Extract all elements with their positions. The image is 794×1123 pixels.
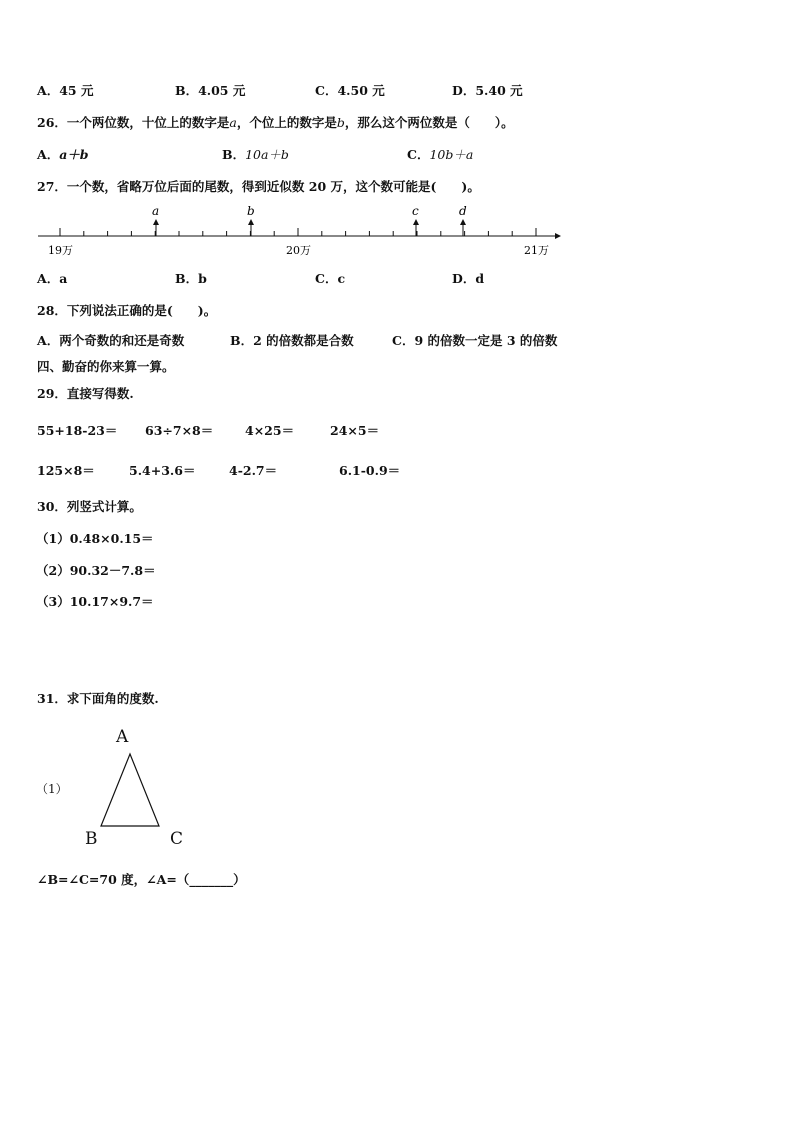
q30-item-3: （3）10.17×9.7＝ — [36, 594, 154, 609]
q28-stem: 28．下列说法正确的是( )。 — [37, 303, 217, 318]
q31-stem: 31．求下面角的度数. — [37, 691, 159, 706]
q29-r2-item-2: 5.4+3.6＝ — [129, 463, 196, 478]
q26-option-b[interactable] — [222, 147, 289, 163]
tick-label-19wan: 19万 — [48, 244, 73, 257]
q25-option-d[interactable]: D．5.40 元 — [452, 83, 523, 98]
q27-stem: 27．一个数，省略万位后面的尾数，得到近似数 20 万，这个数可能是( )。 — [37, 179, 480, 194]
number-line — [30, 200, 570, 265]
q26-var-b: b — [336, 115, 345, 130]
q26-stem-part2: ，个位上的数字是 — [236, 115, 337, 130]
q29-r2-item-4: 6.1-0.9＝ — [339, 463, 401, 478]
q29-r1-item-3: 4×25＝ — [245, 423, 295, 438]
number-line-marker-b — [247, 204, 255, 236]
q26-option-b-expr: 10a＋b — [245, 147, 289, 162]
q26-option-c-letter: C． — [407, 147, 430, 162]
marker-d-label: d — [459, 204, 467, 218]
q27-option-a[interactable]: A．a — [37, 271, 68, 286]
q26-option-a-expr: a＋b — [59, 147, 89, 162]
q31-answer-prefix: ∠B=∠C=70 度，∠A=（ — [37, 872, 190, 887]
q26-stem-part1: 26．一个两位数，十位上的数字是 — [37, 115, 230, 130]
q25-option-b[interactable]: B．4.05 元 — [175, 83, 246, 98]
tick-label-20wan: 20万 — [286, 244, 311, 257]
marker-a-label: a — [152, 204, 160, 218]
number-line-marker-a — [152, 204, 159, 236]
q26-option-a[interactable] — [37, 147, 89, 163]
q26-stem-part3: ，那么这个两位数是（ ）。 — [344, 115, 514, 130]
q25-option-a[interactable]: A．45 元 — [37, 83, 94, 98]
number-line-marker-d — [459, 204, 467, 236]
triangle-figure — [95, 750, 205, 840]
q26-option-c-expr: 10b＋a — [429, 147, 474, 162]
q30-item-2: （2）90.32－7.8＝ — [36, 563, 156, 578]
q30-item-1: （1）0.48×0.15＝ — [36, 531, 154, 546]
q28-option-a[interactable]: A．两个奇数的和还是奇数 — [37, 333, 185, 348]
q27-option-d[interactable]: D．d — [452, 271, 485, 286]
section-4-title: 四、勤奋的你来算一算。 — [37, 359, 175, 374]
q31-answer-line — [37, 872, 246, 888]
vertex-label-c: C — [170, 829, 184, 849]
q26-stem — [37, 115, 514, 131]
q31-answer-blank[interactable]: _______ — [189, 872, 234, 887]
q30-stem: 30．列竖式计算。 — [37, 499, 142, 514]
q26-option-a-letter: A． — [37, 147, 60, 162]
q29-r1-item-4: 24×5＝ — [330, 423, 380, 438]
vertex-label-a: A — [116, 727, 129, 747]
q31-sub-label: （1） — [36, 782, 68, 796]
q29-r1-item-2: 63÷7×8＝ — [145, 423, 214, 438]
marker-b-label: b — [247, 204, 255, 218]
tick-label-21wan: 21万 — [524, 244, 549, 257]
q31-answer-suffix: ） — [233, 872, 246, 887]
triangle-abc — [101, 754, 159, 826]
number-line-ticks — [60, 228, 536, 236]
q29-r2-item-1: 125×8＝ — [37, 463, 95, 478]
q25-option-c[interactable]: C．4.50 元 — [315, 83, 385, 98]
q26-option-b-letter: B． — [222, 147, 246, 162]
q28-option-b[interactable]: B．2 的倍数都是合数 — [230, 333, 354, 348]
q28-option-c[interactable]: C．9 的倍数一定是 3 的倍数 — [392, 333, 558, 348]
q29-r1-item-1: 55+18-23＝ — [37, 423, 118, 438]
q29-stem: 29．直接写得数. — [37, 386, 134, 401]
q27-option-c[interactable]: C．c — [315, 271, 346, 286]
q29-r2-item-3: 4-2.7＝ — [229, 463, 278, 478]
marker-c-label: c — [412, 204, 419, 218]
q27-option-b[interactable]: B．b — [175, 271, 207, 286]
q26-var-a: a — [229, 115, 237, 130]
vertex-label-b: B — [85, 829, 98, 849]
number-line-marker-c — [412, 204, 419, 236]
q26-option-c[interactable] — [407, 147, 473, 163]
